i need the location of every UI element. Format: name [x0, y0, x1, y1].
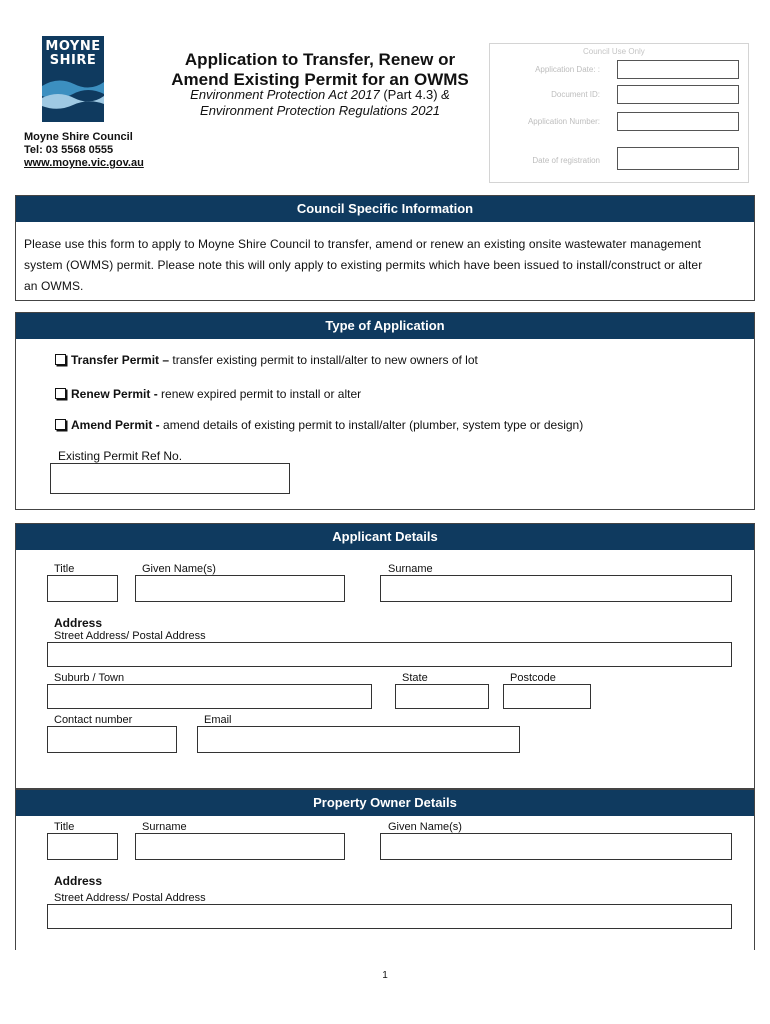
org-phone: Tel: 03 5568 0555	[24, 144, 114, 156]
document-id-field[interactable]	[617, 85, 739, 104]
owner-street-field[interactable]	[47, 904, 732, 929]
applicant-surname-label: Surname	[388, 563, 433, 575]
page-number: 1	[382, 970, 388, 981]
permit-ref-label: Existing Permit Ref No.	[58, 449, 183, 463]
act-part: (Part 4.3)	[379, 87, 438, 102]
logo-text-line2: SHIRE	[49, 53, 97, 68]
application-date-field[interactable]	[617, 60, 739, 79]
applicant-state-field[interactable]	[395, 684, 489, 709]
council-info-line3: an OWMS.	[24, 279, 84, 293]
applicant-suburb-label: Suburb / Town	[54, 672, 125, 684]
owner-given-names-field[interactable]	[380, 833, 732, 860]
transfer-permit-option[interactable]	[55, 353, 478, 367]
owner-street-label: Street Address/ Postal Address	[54, 892, 206, 904]
application-number-field[interactable]	[617, 112, 739, 131]
renew-desc: renew expired permit to install or alter	[157, 387, 362, 401]
act-name: Environment Protection Act 2017	[190, 87, 380, 102]
council-info-text	[24, 234, 749, 297]
applicant-surname-field[interactable]	[380, 575, 732, 602]
applicant-suburb-field[interactable]	[47, 684, 372, 709]
application-type-heading: Type of Application	[16, 313, 754, 339]
website-link[interactable]: www.moyne.vic.gov.au	[24, 157, 144, 169]
application-number-label: Application Number:	[527, 117, 600, 126]
owner-address-heading: Address	[54, 874, 103, 888]
applicant-given-names-field[interactable]	[135, 575, 345, 602]
council-info-section	[15, 195, 755, 301]
applicant-postcode-field[interactable]	[503, 684, 591, 709]
org-name: Moyne Shire Council	[24, 131, 133, 143]
amend-desc: amend details of existing permit to install/alter (plumber, system type or design)	[159, 418, 584, 432]
council-info-line1: Please use this form to apply to Moyne Shire Council to transfer, amend or renew an existing onsite wastewater management	[24, 237, 702, 251]
applicant-postcode-label: Postcode	[510, 672, 556, 684]
applicant-email-label: Email	[204, 714, 232, 726]
applicant-contact-field[interactable]	[47, 726, 177, 753]
applicant-title-field[interactable]	[47, 575, 118, 602]
amend-checkbox[interactable]	[55, 419, 66, 430]
applicant-street-label: Street Address/ Postal Address	[54, 630, 206, 642]
owner-surname-field[interactable]	[135, 833, 345, 860]
owner-heading: Property Owner Details	[16, 790, 754, 816]
applicant-contact-label: Contact number	[54, 714, 133, 726]
council-info-heading: Council Specific Information	[16, 196, 754, 222]
owner-given-names-label: Given Name(s)	[388, 821, 462, 833]
renew-label: Renew Permit -	[71, 387, 158, 401]
act-amp: &	[437, 87, 450, 102]
council-use-title: Council Use Only	[583, 47, 645, 56]
transfer-label: Transfer Permit –	[71, 353, 170, 367]
council-info-line2: system (OWMS) permit. Please note this will only apply to existing permits which have been issued to install/construct or alter	[24, 258, 703, 272]
applicant-email-field[interactable]	[197, 726, 520, 753]
permit-ref-field[interactable]	[50, 463, 290, 494]
form-subtitle	[150, 87, 490, 119]
renew-checkbox[interactable]	[55, 388, 66, 399]
logo-wave-icon	[42, 72, 104, 122]
applicant-street-field[interactable]	[47, 642, 732, 667]
date-of-registration-label: Date of registration	[532, 156, 600, 165]
owner-title-label: Title	[54, 821, 75, 833]
title-line2: Amend Existing Permit for an OWMS	[171, 70, 469, 89]
transfer-checkbox[interactable]	[55, 354, 66, 365]
amend-permit-option[interactable]	[55, 418, 583, 432]
moyne-shire-logo	[42, 36, 104, 122]
logo-text-line1: MOYNE	[45, 39, 101, 54]
document-id-label: Document ID:	[551, 90, 600, 99]
amend-label: Amend Permit -	[71, 418, 160, 432]
renew-permit-option[interactable]	[55, 387, 361, 401]
applicant-address-heading: Address	[54, 616, 103, 630]
applicant-title-label: Title	[54, 563, 75, 575]
title-line1: Application to Transfer, Renew or	[184, 50, 456, 69]
owner-title-field[interactable]	[47, 833, 118, 860]
form-title	[150, 50, 490, 90]
date-of-registration-field[interactable]	[617, 147, 739, 170]
applicant-state-label: State	[402, 672, 428, 684]
applicant-given-names-label: Given Name(s)	[142, 563, 216, 575]
applicant-heading: Applicant Details	[16, 524, 754, 550]
transfer-desc: transfer existing permit to install/alter to new owners of lot	[169, 353, 478, 367]
council-contact	[24, 131, 144, 170]
application-date-label: Application Date: :	[535, 65, 600, 74]
regulations-name: Environment Protection Regulations 2021	[200, 103, 440, 118]
owner-surname-label: Surname	[142, 821, 187, 833]
